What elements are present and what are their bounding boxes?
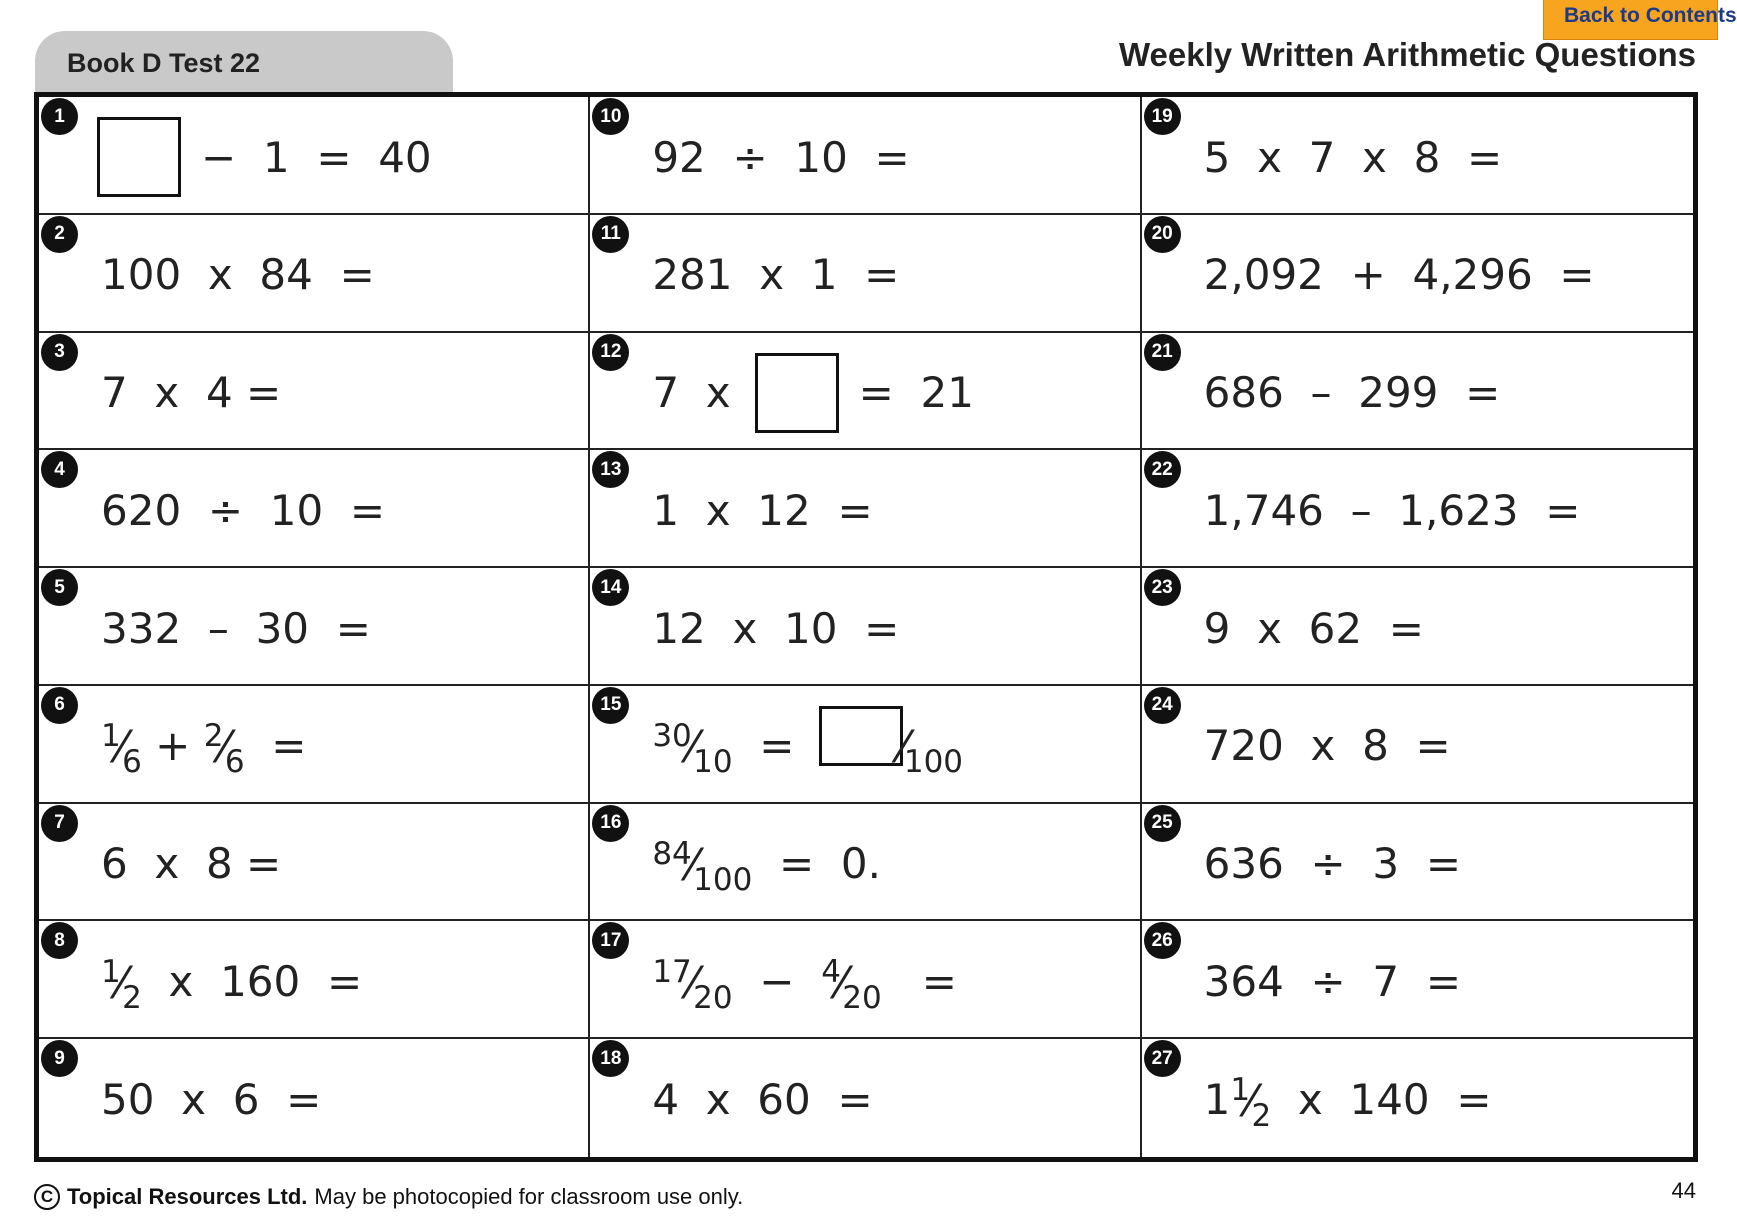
question-number-badge: 4: [41, 451, 78, 488]
back-to-contents-button[interactable]: Back to Contents: [1543, 0, 1718, 40]
question-cell: [1142, 333, 1693, 451]
expression-text: =: [732, 721, 795, 771]
expression-text: 1: [1203, 1074, 1231, 1124]
fraction: [652, 953, 733, 1016]
expression-text: 12 x 10 =: [652, 603, 900, 653]
question-number-badge: 11: [592, 216, 629, 253]
question-number-badge: 9: [41, 1040, 78, 1077]
fraction-denominator: 6: [122, 744, 142, 781]
question-cell: [1142, 804, 1693, 922]
expression-text: 2,092 + 4,296 =: [1203, 250, 1595, 300]
fraction: [101, 953, 142, 1016]
question-expression: [101, 474, 385, 546]
expression-text: 100 x 84 =: [101, 250, 375, 300]
question-cell: [1142, 97, 1693, 215]
question-cell: [590, 1039, 1141, 1157]
expression-text: 720 x 8 =: [1203, 721, 1451, 771]
fraction: [821, 953, 882, 1016]
question-expression: [101, 239, 375, 311]
question-expression: [652, 945, 957, 1017]
expression-text: 620 ÷ 10 =: [101, 485, 386, 535]
expression-text: 364 ÷ 7 =: [1203, 956, 1462, 1006]
question-cell: [39, 97, 590, 215]
fraction-denominator: 100: [693, 862, 753, 899]
question-expression: [1204, 121, 1503, 193]
fraction-slash: ⁄: [837, 957, 846, 1009]
question-number-badge: 26: [1144, 922, 1181, 959]
question-expression: [652, 1063, 872, 1135]
expression-text: +: [141, 721, 204, 771]
question-expression: [101, 357, 281, 429]
fraction: [652, 718, 733, 781]
question-cell: [39, 333, 590, 451]
question-cell: [39, 1039, 590, 1157]
copyright-icon: C: [34, 1184, 60, 1210]
fraction-denominator: 6: [224, 744, 245, 781]
question-expression: [101, 710, 306, 782]
question-number-badge: 3: [41, 334, 78, 371]
question-cell: [590, 686, 1141, 804]
fraction-denominator: 2: [122, 979, 142, 1016]
question-cell: [590, 215, 1141, 333]
fraction: [899, 720, 964, 781]
question-cell: [39, 686, 590, 804]
company-name: Topical Resources Ltd.: [67, 1184, 308, 1209]
fraction-denominator: 100: [903, 744, 964, 781]
fraction-numerator: 2: [203, 718, 224, 755]
question-number-badge: 15: [592, 687, 629, 724]
expression-text: 1,746 – 1,623 =: [1203, 485, 1581, 535]
fraction-slash: ⁄: [117, 722, 126, 774]
question-expression: [1204, 945, 1461, 1017]
question-number-badge: 22: [1144, 451, 1181, 488]
expression-text: =: [881, 956, 957, 1006]
question-grid: [34, 92, 1698, 1162]
fraction-slash: ⁄: [117, 957, 126, 1009]
expression-text: 281 x 1 =: [652, 250, 900, 300]
fraction-denominator: 2: [1251, 1097, 1272, 1134]
question-expression: [652, 474, 872, 546]
fraction-denominator: 20: [842, 979, 882, 1016]
question-cell: [1142, 450, 1693, 568]
question-number-badge: 10: [592, 98, 629, 135]
question-expression: [101, 592, 371, 664]
expression-text: = 0.: [752, 839, 881, 889]
question-number-badge: 12: [592, 334, 629, 371]
fraction-numerator: 30: [652, 718, 692, 755]
question-cell: [590, 804, 1141, 922]
fraction-numerator: 17: [652, 953, 692, 990]
question-expression: [1204, 592, 1424, 664]
copyright-notice: May be photocopied for classroom use only.: [314, 1184, 744, 1209]
question-cell: [590, 568, 1141, 686]
question-number-badge: 5: [41, 569, 78, 606]
expression-text: 332 – 30 =: [101, 603, 371, 653]
question-number-badge: 20: [1144, 216, 1181, 253]
expression-text: 7 x: [652, 368, 731, 418]
expression-text: 92 ÷ 10 =: [652, 132, 910, 182]
question-expression: [652, 239, 899, 311]
question-cell: [39, 450, 590, 568]
question-cell: [1142, 1039, 1693, 1157]
question-expression: [652, 592, 899, 664]
fraction-slash: ⁄: [899, 722, 907, 774]
question-expression: [1204, 828, 1461, 900]
question-expression: [652, 121, 909, 193]
fraction-slash: ⁄: [220, 722, 228, 774]
question-cell: [1142, 921, 1693, 1039]
question-cell: [590, 97, 1141, 215]
question-expression: [1204, 1063, 1492, 1135]
question-cell: [39, 215, 590, 333]
answer-box[interactable]: [755, 353, 839, 433]
question-cell: [39, 921, 590, 1039]
question-expression: [101, 121, 432, 193]
question-cell: [39, 804, 590, 922]
question-cell: [39, 568, 590, 686]
question-expression: [1204, 239, 1595, 311]
question-number-badge: 8: [41, 922, 78, 959]
fraction: [652, 836, 753, 899]
fraction-numerator: 4: [821, 953, 841, 990]
fraction-numerator: 1: [101, 953, 121, 990]
question-number-badge: 27: [1144, 1040, 1181, 1077]
expression-text: x 140 =: [1271, 1074, 1492, 1124]
question-number-badge: 24: [1144, 687, 1181, 724]
question-cell: [590, 333, 1141, 451]
question-number-badge: 6: [41, 687, 78, 724]
fraction: [1230, 1071, 1272, 1134]
page-title: Weekly Written Arithmetic Questions: [1118, 36, 1696, 73]
question-number-badge: 21: [1144, 334, 1181, 371]
footer: [34, 1184, 743, 1210]
page-number: 44: [1671, 1178, 1696, 1203]
expression-text: 50 x 6 =: [101, 1074, 322, 1124]
answer-box[interactable]: [97, 117, 181, 197]
fraction-slash: ⁄: [688, 957, 697, 1009]
expression-text: 5 x 7 x 8 =: [1203, 132, 1503, 182]
expression-text: = 21: [858, 368, 974, 418]
book-label: Book D Test 22: [67, 48, 261, 78]
question-cell: [1142, 568, 1693, 686]
question-expression: [652, 357, 974, 429]
question-number-badge: 17: [592, 922, 629, 959]
question-expression: [652, 710, 963, 782]
fraction-slash: ⁄: [688, 722, 697, 774]
question-cell: [590, 921, 1141, 1039]
expression-text: 636 ÷ 3 =: [1203, 839, 1462, 889]
fraction-slash: ⁄: [1247, 1075, 1255, 1127]
question-number-badge: 25: [1144, 805, 1181, 842]
question-cell: [590, 450, 1141, 568]
expression-text: =: [244, 721, 307, 771]
question-expression: [101, 945, 362, 1017]
expression-text: −: [732, 956, 822, 1006]
expression-text: 6 x 8 =: [101, 839, 282, 889]
question-number-badge: 18: [592, 1040, 629, 1077]
question-number-badge: 19: [1144, 98, 1181, 135]
question-expression: [1204, 474, 1581, 546]
fraction-denominator: 10: [693, 744, 733, 781]
question-number-badge: 1: [41, 98, 78, 135]
question-cell: [1142, 686, 1693, 804]
question-number-badge: 7: [41, 805, 78, 842]
answer-box[interactable]: [819, 706, 903, 766]
expression-text: 9 x 62 =: [1203, 603, 1424, 653]
question-cell: [1142, 215, 1693, 333]
fraction-denominator: 20: [693, 979, 733, 1016]
question-expression: [101, 1063, 321, 1135]
question-expression: [101, 828, 281, 900]
expression-text: 686 – 299 =: [1203, 368, 1501, 418]
fraction-numerator: 84: [652, 836, 692, 873]
question-expression: [1204, 710, 1451, 782]
fraction: [101, 718, 142, 781]
expression-text: 4 x 60 =: [652, 1074, 873, 1124]
question-number-badge: 13: [592, 451, 629, 488]
fraction: [203, 718, 245, 781]
expression-text: − 1 = 40: [201, 132, 432, 182]
fraction-slash: ⁄: [688, 840, 697, 892]
expression-text: 1 x 12 =: [652, 485, 873, 535]
question-expression: [652, 828, 881, 900]
fraction-numerator: 1: [101, 718, 121, 755]
question-expression: [1204, 357, 1501, 429]
question-number-badge: 16: [592, 805, 629, 842]
question-number-badge: 14: [592, 569, 629, 606]
question-number-badge: 2: [41, 216, 78, 253]
fraction-numerator: 1: [1230, 1071, 1251, 1108]
expression-text: 7 x 4 =: [101, 368, 282, 418]
expression-text: x 160 =: [141, 956, 363, 1006]
question-number-badge: 23: [1144, 569, 1181, 606]
